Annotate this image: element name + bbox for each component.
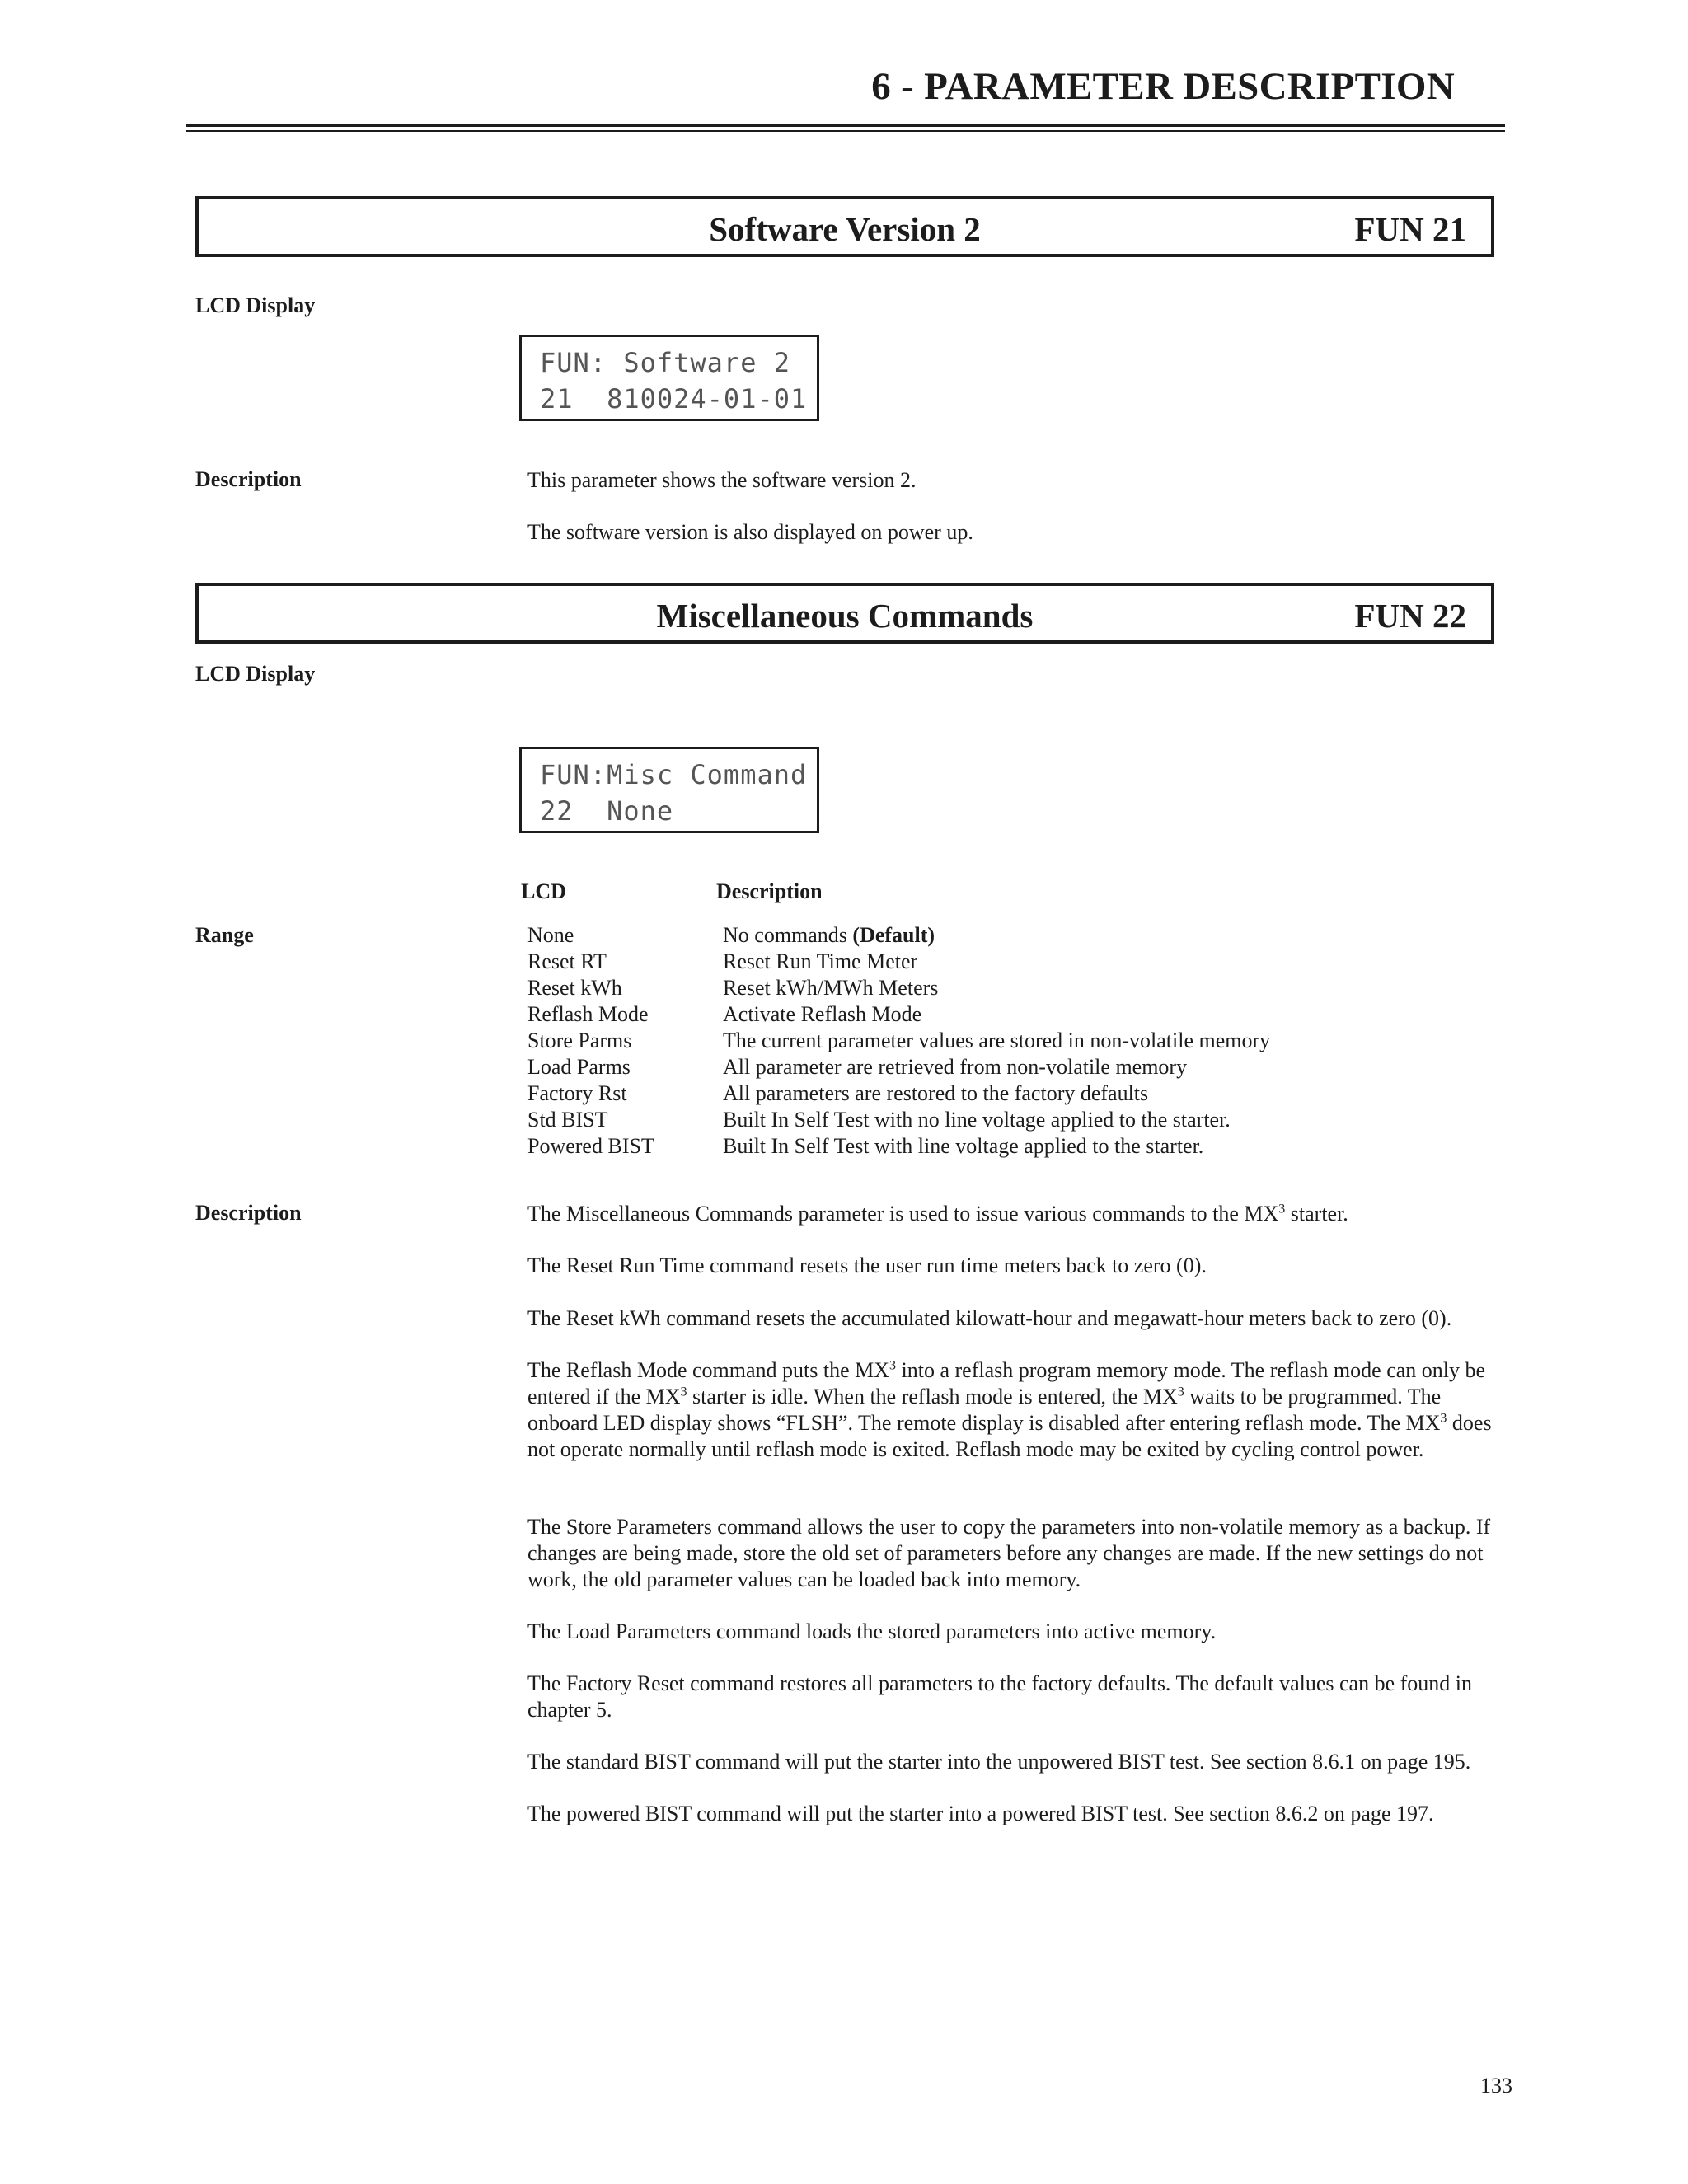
text-run: starter. xyxy=(1285,1202,1348,1226)
text-run: The Miscellaneous Commands parameter is used to issue various commands to the MX xyxy=(528,1202,1279,1226)
range-description: The current parameter values are stored in non-volatile memory xyxy=(723,1029,1271,1052)
text-run: waits to be programmed. The onboard LED display shows “FLSH”. The remote display is disabled after entering reflash mode. The MX xyxy=(528,1385,1442,1435)
description-paragraph: The Store Parameters command allows the user to copy the parameters into non-volatile memory as a backup. If changes are being made, store the old set of parameters before any changes are made. If the new settings do not work, the old parameter values can be loaded back into memory. xyxy=(528,1515,1491,1591)
range-description: Reset kWh/MWh Meters xyxy=(723,976,939,1000)
description-label: Description xyxy=(195,1201,302,1225)
description-paragraph: This parameter shows the software version 2. xyxy=(528,468,917,492)
text-run: into a reflash program memory mode. The reflash mode can only be entered if the MX xyxy=(528,1358,1486,1408)
range-lcd-value: Reflash Mode xyxy=(528,1002,649,1026)
range-lcd-value: Reset RT xyxy=(528,949,607,973)
header-rule-thin xyxy=(186,130,1505,132)
range-description: Built In Self Test with line voltage applied to the starter. xyxy=(723,1134,1204,1158)
range-lcd-value: Powered BIST xyxy=(528,1134,654,1158)
lcd-line-2: 22 None xyxy=(540,795,674,827)
section-title: Software Version 2 xyxy=(709,210,981,248)
range-lcd-value: Load Parms xyxy=(528,1055,631,1079)
text-run: starter is idle. When the reflash mode is entered, the MX xyxy=(687,1385,1178,1408)
range-column-header-lcd: LCD xyxy=(521,879,566,903)
description-paragraph: The Reset kWh command resets the accumulated kilowatt-hour and megawatt-hour meters back to zero (0). xyxy=(528,1306,1452,1330)
lcd-line-1: FUN: Software 2 xyxy=(540,347,790,378)
chapter-title: 6 - PARAMETER DESCRIPTION xyxy=(871,65,1455,108)
range-label: Range xyxy=(195,923,254,947)
superscript: 3 xyxy=(680,1385,687,1399)
range-lcd-value: Factory Rst xyxy=(528,1081,627,1105)
range-lcd-value: Std BIST xyxy=(528,1108,608,1132)
lcd-display-label: LCD Display xyxy=(195,662,316,686)
lcd-display-box xyxy=(519,747,819,833)
section-title: Miscellaneous Commands xyxy=(656,597,1034,635)
description-paragraph: The Reset Run Time command resets the user run time meters back to zero (0). xyxy=(528,1254,1207,1277)
description-paragraph: The powered BIST command will put the starter into a powered BIST test. See section 8.6.2 on page 197. xyxy=(528,1802,1434,1825)
text-run: does not operate normally until reflash mode is exited. Reflash mode may be exited by cycling control power. xyxy=(528,1411,1492,1461)
description-paragraph: The Load Parameters command loads the stored parameters into active memory. xyxy=(528,1619,1217,1643)
default-marker: (Default) xyxy=(852,923,935,947)
lcd-display-box xyxy=(519,335,819,421)
superscript: 3 xyxy=(1177,1385,1184,1399)
header-rule-thick xyxy=(186,124,1505,127)
range-description: All parameter are retrieved from non-volatile memory xyxy=(723,1055,1188,1079)
text-run: The Reflash Mode command puts the MX xyxy=(528,1358,890,1382)
section-code: FUN 21 xyxy=(1354,210,1466,248)
section-code: FUN 22 xyxy=(1354,597,1466,635)
section-banner-misc-commands xyxy=(195,583,1494,644)
description-paragraph xyxy=(528,1357,1504,1463)
description-paragraph xyxy=(528,1201,1504,1227)
range-description: All parameters are restored to the factory defaults xyxy=(723,1081,1149,1105)
range-description-text: No commands xyxy=(723,923,847,947)
lcd-line-1: FUN:Misc Command xyxy=(540,759,808,790)
range-description: Built In Self Test with no line voltage applied to the starter. xyxy=(723,1108,1231,1132)
superscript: 3 xyxy=(1278,1202,1286,1216)
description-paragraph: The standard BIST command will put the starter into the unpowered BIST test. See section 8.6.1 on page 195. xyxy=(528,1750,1471,1774)
superscript: 3 xyxy=(889,1358,897,1373)
lcd-display-label: LCD Display xyxy=(195,293,316,317)
range-column-header-description: Description xyxy=(716,879,823,903)
lcd-line-2: 21 810024-01-01 xyxy=(540,383,808,415)
page-number: 133 xyxy=(1480,2074,1512,2097)
section-banner-software-version xyxy=(195,196,1494,257)
description-paragraph: The Factory Reset command restores all parameters to the factory defaults. The default values can be found in chapter 5. xyxy=(528,1671,1472,1722)
superscript: 3 xyxy=(1440,1411,1447,1426)
range-description: Activate Reflash Mode xyxy=(723,1002,922,1026)
description-label: Description xyxy=(195,467,302,491)
range-lcd-value: Store Parms xyxy=(528,1029,632,1052)
range-description xyxy=(723,923,935,948)
range-lcd-value: Reset kWh xyxy=(528,976,622,1000)
range-lcd-value: None xyxy=(528,923,574,947)
description-paragraph: The software version is also displayed on power up. xyxy=(528,520,973,544)
range-description: Reset Run Time Meter xyxy=(723,949,918,973)
